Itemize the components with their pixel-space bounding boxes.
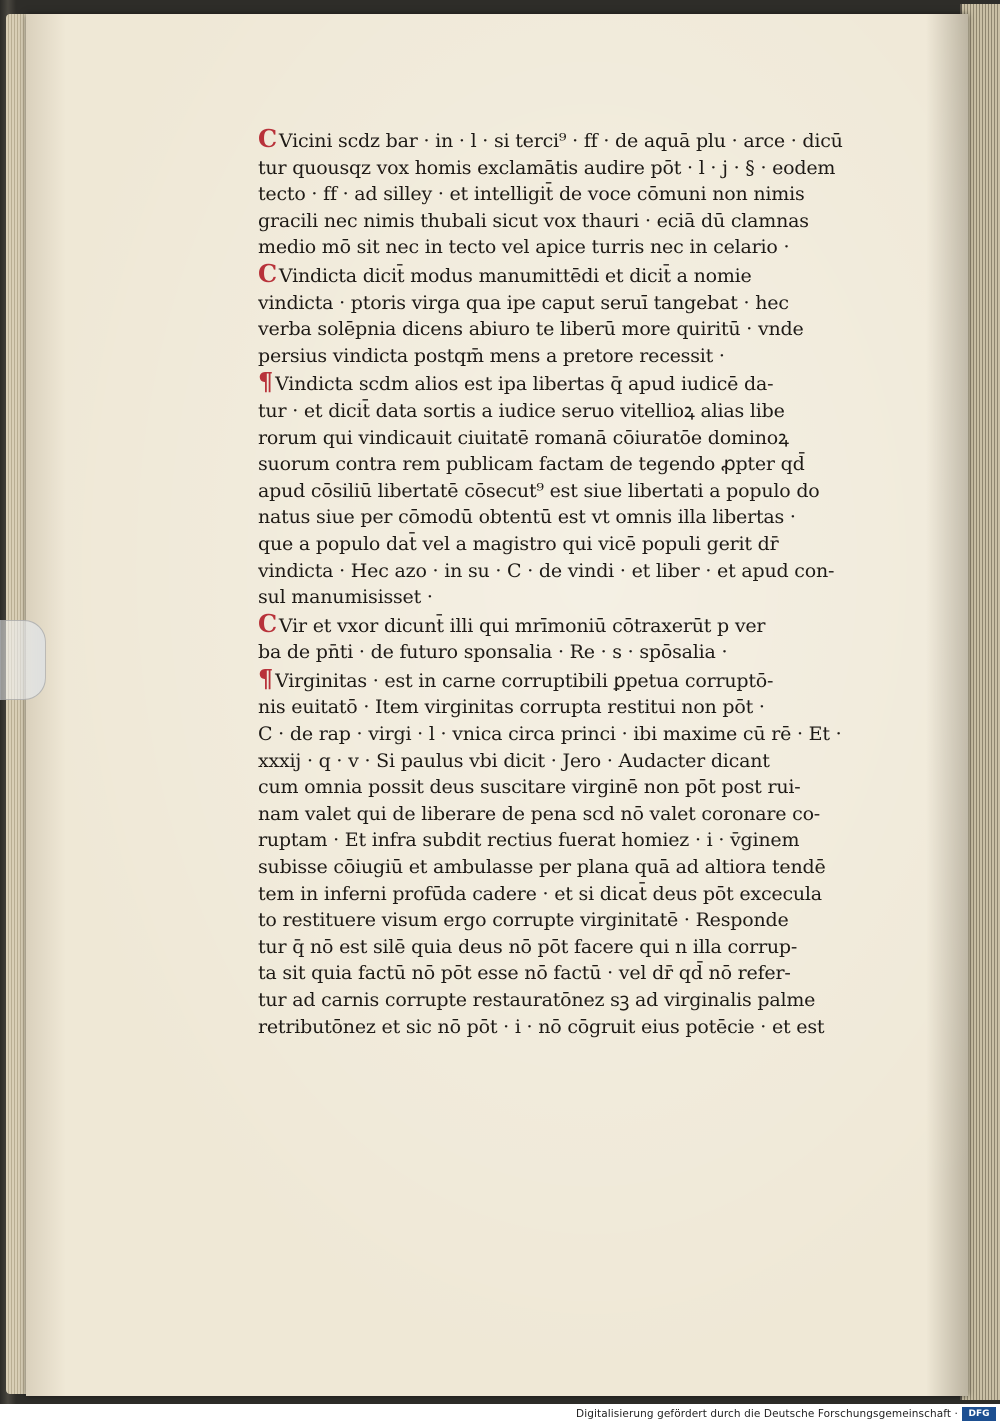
text-line: [258, 290, 890, 317]
line-text: ba de pn̄ti · de futuro sponsalia · Re · s · spōsalia ·: [258, 641, 728, 664]
text-block: [258, 126, 890, 1040]
line-text: Vindicta dicit̄ modus manumittēdi et dicit̄ a nomie: [278, 264, 752, 287]
line-text: natus siue per cōmodū obtentū est vt omnis illa libertas ·: [258, 506, 796, 529]
line-text: tem in inferni profūda cadere · et si dicat̄ deus pōt excecula: [258, 882, 822, 905]
line-text: medio mō sit nec in tecto vel apice turris nec in celario ·: [258, 236, 790, 259]
text-line: [258, 316, 890, 343]
line-text: nis euitatō · Item virginitas corrupta restitui non pōt ·: [258, 696, 765, 719]
text-line: [258, 181, 890, 208]
text-line: [258, 1014, 890, 1041]
text-line: [258, 343, 890, 370]
line-text: ta sit quia factū nō pōt esse nō factū · vel dr̄ qd̄ nō refer-: [258, 962, 791, 985]
line-text: verba solēpnia dicens abiuro te liberū more quiritū · vnde: [258, 318, 804, 341]
text-line: [258, 827, 890, 854]
line-text: subisse cōiugiū et ambulasse per plana quā ad altiora tendē: [258, 856, 826, 879]
text-line: [258, 934, 890, 961]
line-text: que a populo dat̄ vel a magistro qui vicē populi gerit dr̄: [258, 532, 779, 555]
dfg-logo-icon: DFG: [962, 1407, 996, 1421]
line-text: tur q̄ nō est silē quia deus nō pōt facere qui n illa corrup-: [258, 935, 798, 958]
text-line: [258, 208, 890, 235]
line-text: gracili nec nimis thubali sicut vox thauri · eciā dū clamnas: [258, 209, 809, 232]
text-line: [258, 960, 890, 987]
rubric-initial: ¶: [258, 369, 274, 397]
line-text: tecto · ff · ad silley · et intelligit̄ de voce cōmuni non nimis: [258, 183, 805, 206]
line-text: nam valet qui de liberare de pena scd nō valet coronare co-: [258, 802, 821, 825]
text-line: [258, 881, 890, 908]
text-line: [258, 558, 890, 585]
rubric-initial: ¶: [258, 665, 274, 693]
text-line: [258, 721, 890, 748]
line-text: Vir et vxor dicunt̄ illi qui mrīmoniū cōtraxerūt p ver: [278, 614, 766, 637]
text-line: [258, 531, 890, 558]
text-line: [258, 694, 890, 721]
line-text: apud cōsiliū libertatē cōsecut⁹ est siue libertati a populo do: [258, 479, 820, 502]
text-line: [258, 126, 890, 155]
text-line: [258, 234, 890, 261]
line-text: xxxij · q · v · Si paulus vbi dicit · Jero · Audacter dicant: [258, 749, 770, 772]
text-line: [258, 398, 890, 425]
footer-credit: Digitalisierung gefördert durch die Deutsche Forschungsgemeinschaft ·: [576, 1408, 958, 1420]
line-text: tur · et dicit̄ data sortis a iudice seruo vitellioꝝ alias libe: [258, 399, 785, 422]
line-text: rorum qui vindicauit ciuitatē romanā cōiuratōe dominoꝝ: [258, 426, 789, 449]
text-line: [258, 854, 890, 881]
page-clip: [0, 620, 46, 700]
line-text: tur quousqz vox homis exclamātis audire pōt · l · j · § · eodem: [258, 156, 836, 179]
text-line: [258, 907, 890, 934]
line-text: tur ad carnis corrupte restauratōnez sꝫ ad virginalis palme: [258, 989, 816, 1011]
line-text: Virginitas · est in carne corruptibili ꝑpetua corruptō-: [275, 669, 774, 692]
line-text: retributōnez et sic nō pōt · i · nō cōgruit eius potēcie · et est: [258, 1015, 825, 1038]
left-page-edges: [6, 14, 28, 1394]
text-line: [258, 155, 890, 182]
text-line: [258, 369, 890, 398]
line-text: suorum contra rem publicam factam de tegendo ꝓpter qd̄: [258, 453, 805, 476]
line-text: C · de rap · virgi · l · vnica circa princi · ibi maxime cū rē · Et ·: [258, 723, 842, 746]
text-line: [258, 478, 890, 505]
line-text: persius vindicta postqm̄ mens a pretore recessit ·: [258, 344, 725, 367]
text-line: [258, 451, 890, 478]
rubric-initial: C: [258, 610, 277, 638]
line-text: to restituere visum ergo corrupte virginitatē · Responde: [258, 909, 789, 932]
text-line: [258, 801, 890, 828]
footer-bar: [0, 1404, 1000, 1424]
text-line: [258, 584, 890, 611]
line-text: Vicini scdz bar · in · l · si terci⁹ · ff · de aquā plu · arce · dicū: [278, 130, 843, 152]
text-line: [258, 748, 890, 775]
line-text: vindicta · Hec azo · in su · C · de vindi · et liber · et apud con-: [258, 559, 835, 582]
line-text: vindicta · ptoris virga qua ipe caput seruī tangebat · hec: [258, 291, 789, 314]
text-line: [258, 639, 890, 666]
text-line: [258, 774, 890, 801]
line-text: Vindicta scdm alios est ipa libertas q̄ apud iudicē da-: [275, 373, 774, 396]
text-line: [258, 666, 890, 695]
text-line: [258, 504, 890, 531]
rubric-initial: C: [258, 260, 277, 288]
rubric-initial: C: [258, 126, 277, 153]
text-line: [258, 261, 890, 290]
line-text: ruptam · Et infra subdit rectius fuerat homiez · i · v̄ginem: [258, 829, 800, 852]
line-text: cum omnia possit deus suscitare virginē non pōt post rui-: [258, 776, 801, 799]
text-line: [258, 987, 890, 1014]
text-line: [258, 425, 890, 452]
line-text: sul manumisisset ·: [258, 586, 433, 609]
text-line: [258, 611, 890, 640]
